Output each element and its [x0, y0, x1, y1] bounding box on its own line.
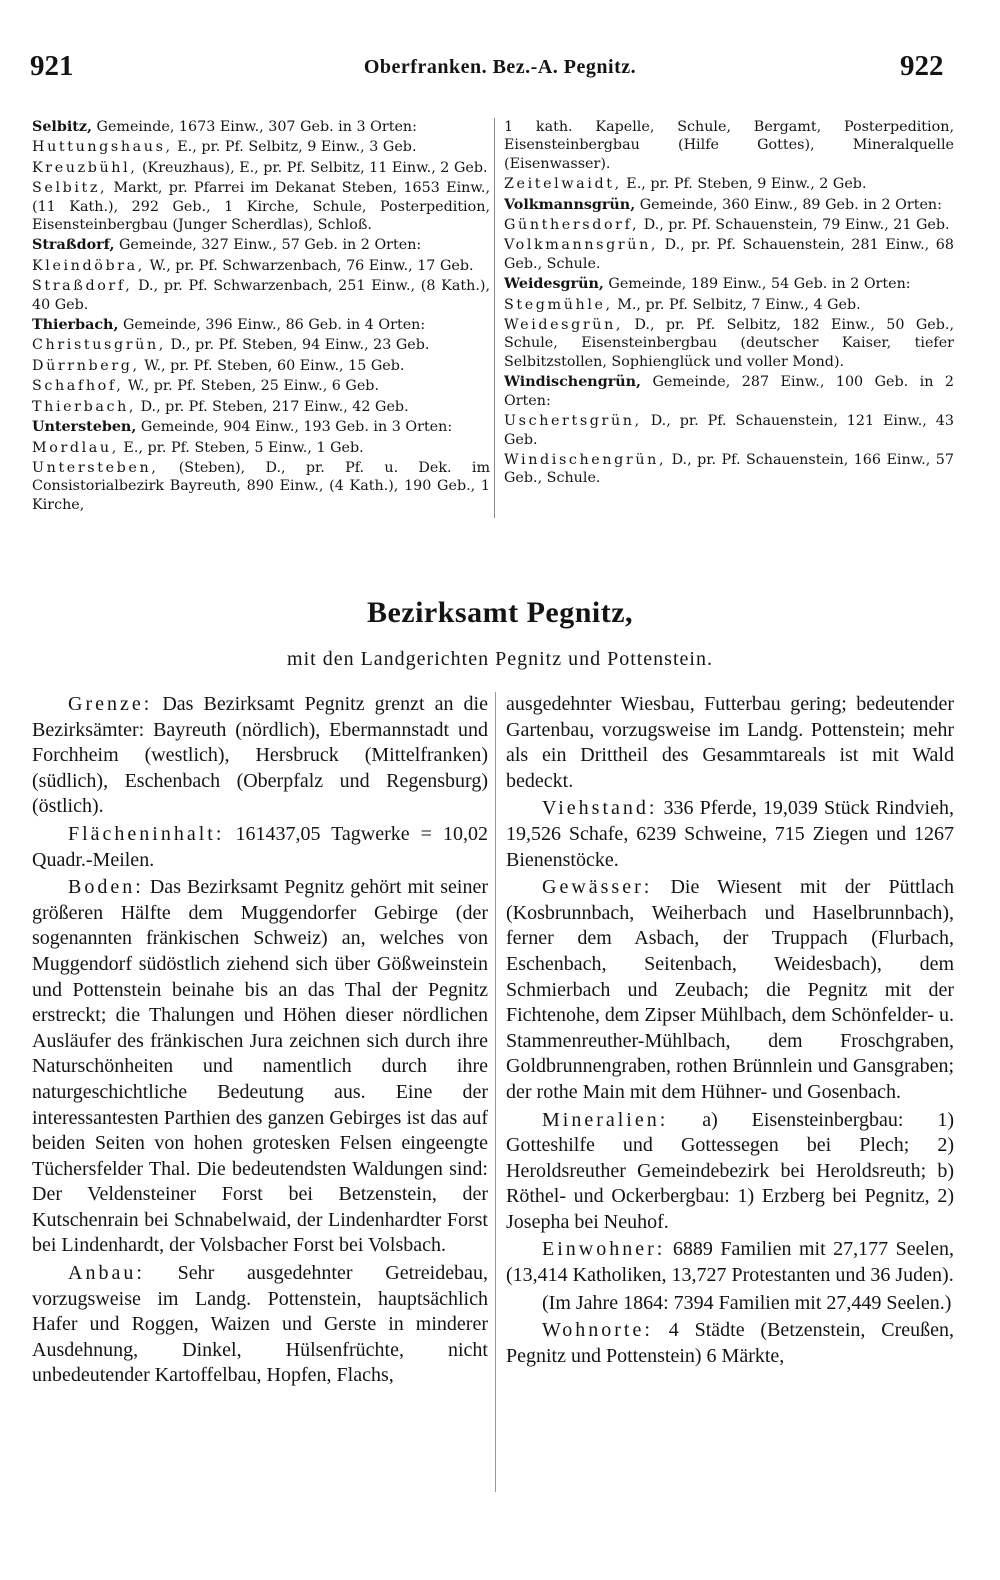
paragraph-text: (Im Jahre 1864: 7394 Familien mit 27,449 Seelen.): [542, 1291, 952, 1314]
paragraph-label: Viehstand:: [542, 797, 658, 820]
paragraph-text: ausgedehnter Wiesbau, Futterbau gering; bedeutender Gartenbau, vorzugsweise im Landg. Pottenstein; mehr als ein Drittheil des Gesammtareals ist mit Wald bedeckt.: [506, 693, 954, 792]
lower-right-column: [506, 692, 954, 1371]
entry-text: D., pr. Pf. Schwarzenbach, 251 Einw., (8 Kath.), 40 Geb.: [32, 278, 490, 313]
place-name: Schafhof,: [32, 378, 124, 395]
place-name: Huttungshaus,: [32, 139, 173, 156]
page-number-right: 922: [900, 50, 944, 82]
entry: [504, 373, 954, 410]
entry-text: Markt, pr. Pfarrei im Dekanat Steben, 1653 Einw., (11 Kath.), 292 Geb., 1 Kirche, Schule, Posterpedition, Eisensteinbergbau (Junger Scherdlas), Schloß.: [32, 180, 490, 234]
place-name: Stegmühle,: [504, 296, 613, 313]
paragraph-1864-note: [506, 1291, 954, 1317]
entry-text: Gemeinde, 327 Einw., 57 Geb. in 2 Orten:: [114, 237, 422, 254]
place-name: Zeitelwaidt,: [504, 176, 622, 193]
place-name: Straßdorf,: [32, 278, 133, 295]
entry-text: Gemeinde, 287 Einw., 100 Geb. in 2 Orten:: [504, 374, 954, 409]
place-name: Windischengrün,: [504, 451, 667, 468]
municipality-name: Untersteben,: [32, 419, 137, 436]
entry-text: Gemeinde, 360 Einw., 89 Geb. in 2 Orten:: [635, 196, 942, 213]
paragraph-label: Boden:: [68, 876, 144, 899]
entry: [504, 412, 954, 449]
place-name: Weidesgrün,: [504, 317, 624, 334]
entry: [504, 196, 954, 214]
paragraph-text: a) Eisensteinbergbau: 1) Gotteshilfe und Gottessegen bei Plech; 2) Heroldsreuther Gemeindebezirk bei Heroldsreuth; b) Röthel- und Ockerbergbau: 1) Erzberg bei Pegnitz, 2) Josepha bei Neuhof.: [506, 1108, 954, 1233]
paragraph-mineralien: [506, 1108, 954, 1236]
municipality-name: Selbitz,: [32, 119, 92, 135]
entry-continuation: [504, 118, 954, 173]
entry-text: M., pr. Pf. Selbitz, 7 Einw., 4 Geb.: [612, 296, 861, 313]
paragraph-label: Anbau:: [68, 1262, 145, 1285]
place-name: Volkmannsgrün,: [504, 237, 659, 254]
entry-text: D., pr. Pf. Schauenstein, 281 Einw., 68 Geb., Schule.: [504, 237, 954, 272]
paragraph-wohnorte: [506, 1318, 954, 1369]
paragraph-boden: [32, 875, 488, 1259]
entry: [504, 175, 954, 193]
entry-text: D., pr. Pf. Schauenstein, 79 Einw., 21 Geb.: [639, 217, 950, 234]
entry-text: Gemeinde, 1673 Einw., 307 Geb. in 3 Orten:: [91, 119, 417, 135]
entry-text: Gemeinde, 396 Einw., 86 Geb. in 4 Orten:: [118, 317, 426, 334]
place-name: Selbitz,: [32, 180, 108, 197]
paragraph-text: Das Bezirksamt Pegnitz grenzt an die Bezirksämter: Bayreuth (nördlich), Ebermannstadt und Forchheim (westlich), Hersbruck (Mittelfranken) (südlich), Eschenbach (Oberpfalz und Regensburg) (östlich).: [32, 693, 488, 818]
paragraph-anbau: [32, 1261, 488, 1389]
paragraph-label: Grenze:: [68, 693, 153, 715]
lower-left-column: [32, 692, 488, 1391]
entry: [32, 336, 490, 354]
entry: [32, 118, 490, 136]
entry-text: Gemeinde, 904 Einw., 193 Geb. in 3 Orten:: [136, 419, 453, 436]
municipality-name: Weidesgrün,: [504, 276, 604, 293]
place-name: Uschertsgrün,: [504, 413, 642, 430]
place-name: Christusgrün,: [32, 337, 166, 354]
entry: [32, 377, 490, 395]
paragraph-text: 4 Städte (Betzenstein, Creußen, Pegnitz und Pottenstein) 6 Märkte,: [506, 1319, 954, 1367]
entry: [504, 296, 954, 314]
paragraph-text: 6889 Familien mit 27,177 Seelen, (13,414 Katholiken, 13,727 Protestanten und 36 Juden).: [506, 1238, 954, 1287]
paragraph-gewaesser: [506, 875, 954, 1105]
place-name: Untersteben,: [32, 459, 159, 476]
paragraph-text: 336 Pferde, 19,039 Stück Rindvieh, 19,526 Schafe, 6239 Schweine, 715 Ziegen und 1267 Bienenstöcke.: [506, 797, 954, 871]
place-name: Kleindöbra,: [32, 257, 145, 274]
entry-text: E., pr. Pf. Steben, 9 Einw., 2 Geb.: [621, 176, 867, 193]
paragraph-label: Gewässer:: [542, 876, 653, 899]
entry: [504, 216, 954, 234]
paragraph-einwohner: [506, 1237, 954, 1288]
section-heading: Bezirksamt Pegnitz,: [366, 596, 634, 629]
place-name: Dürrnberg,: [32, 357, 140, 374]
entry: [504, 236, 954, 273]
entry-text: W., pr. Pf. Steben, 25 Einw., 6 Geb.: [123, 378, 380, 395]
entry: [504, 316, 954, 371]
municipality-name: Windischengrün,: [504, 374, 641, 391]
paragraph-text: Die Wiesent mit der Püttlach (Kosbrunnbach, Weiherbach und Haselbrunnbach), ferner dem Asbach, der Truppach (Flurbach, Eschenbach, Seitenbach, Weidesbach), dem Schmierbach und Zeubach; die Pegnitz mit der Fichtenohe, dem Zipser Mühlbach, dem Schönfelder- u. Stammenreuther-Mühlbach, dem Froschgraben, Goldbrunnengraben, rothen Brünnlein und Gansgraben; der rothe Main mit dem Hühner- und Gosenbach.: [506, 876, 954, 1103]
entry: [32, 257, 490, 275]
section-subheading: mit den Landgerichten Pegnitz und Pottenstein.: [287, 648, 713, 670]
place-name: Mordlau,: [32, 439, 119, 456]
entry-text: E., pr. Pf. Selbitz, 9 Einw., 3 Geb.: [172, 139, 417, 156]
entry: [504, 451, 954, 488]
place-name: Thierbach,: [32, 398, 137, 415]
column-divider: [494, 118, 495, 518]
entry-text: (Steben), D., pr. Pf. u. Dek. im Consistorialbezirk Bayreuth, 890 Einw., (4 Kath.), 190 Geb., 1 Kirche,: [32, 459, 490, 513]
paragraph-text: Sehr ausgedehnter Getreidebau, vorzugsweise im Landg. Pottenstein, hauptsächlich Hafer und Roggen, Waizen und Gerste in minderer Ausdehnung, Dinkel, Hülsenfrüchte, nicht unbedeutender Kartoffelbau, Hopfen, Flachs,: [32, 1262, 488, 1387]
entry: [32, 418, 490, 436]
entry: [32, 439, 490, 457]
entry: [32, 316, 490, 334]
paragraph-label: Flächeninhalt:: [68, 822, 225, 845]
entry-text: D., pr. Pf. Steben, 94 Einw., 23 Geb.: [165, 337, 430, 354]
place-name: Kreuzbühl,: [32, 159, 138, 176]
entry: [504, 275, 954, 293]
entry-text: W., pr. Pf. Steben, 60 Einw., 15 Geb.: [139, 357, 405, 374]
entry-text: Gemeinde, 189 Einw., 54 Geb. in 2 Orten:: [603, 276, 911, 293]
paragraph-flaecheninhalt: [32, 822, 488, 873]
entry: [32, 159, 490, 177]
paragraph-label: Einwohner:: [542, 1238, 666, 1261]
entry-text: E., pr. Pf. Steben, 5 Einw., 1 Geb.: [118, 439, 364, 456]
municipality-name: Thierbach,: [32, 317, 119, 334]
municipality-name: Volkmannsgrün,: [504, 196, 636, 213]
page-number-left: 921: [30, 50, 74, 82]
entry-text: D., pr. Pf. Selbitz, 182 Einw., 50 Geb., Schule, Eisensteinbergbau (deutscher Kaiser, tiefer Selbitzstollen, Sophienglück und voller Mond).: [504, 317, 954, 370]
municipality-name: Straßdorf,: [32, 237, 115, 254]
upper-right-column: [504, 118, 954, 490]
paragraph-continuation: [506, 692, 954, 794]
paragraph-viehstand: [506, 796, 954, 873]
paragraph-text: 161437,05 Tagwerke = 10,02 Quadr.-Meilen.: [32, 822, 488, 871]
entry: [32, 179, 490, 234]
upper-left-column: [32, 118, 490, 516]
entry-text: D., pr. Pf. Schauenstein, 166 Einw., 57 Geb., Schule.: [504, 451, 954, 487]
place-name: Günthersdorf,: [504, 217, 640, 234]
paragraph-text: Das Bezirksamt Pegnitz gehört mit seiner größeren Hälfte dem Muggendorfer Gebirge (der sogenannten fränkischen Schweiz) an, welches von Muggendorf südöstlich ziehend sich über Gößweinstein und Pottenstein beinahe bis an das Thal der Pegnitz erstreckt; die Thalungen und Höhen dieser nördlichen Ausläufer des fränkischen Jura zeichnen sich durch ihre Naturschönheiten und namentlich durch ihre naturgeschichtliche Bedeutung aus. Eine der interessantesten Parthien des ganzen Gebirges ist das auf beiden Seiten von hohen grotesken Felsen eingeengte Tüchersfelder Thal. Die bedeutendsten Waldungen sind: Der Veldensteiner Forst bei Betzenstein, der Kutschenrain bei Schnabelwaid, der Lindenhardter Forst bei Lindenhardt, der Volsbacher Forst bei Volsbach.: [32, 876, 488, 1257]
column-divider: [495, 692, 496, 1492]
entry: [32, 357, 490, 375]
entry: [32, 459, 490, 514]
paragraph-grenze: [32, 692, 488, 820]
entry: [32, 398, 490, 416]
entry-text: W., pr. Pf. Schwarzenbach, 76 Einw., 17 Geb.: [144, 257, 474, 274]
entry: [32, 236, 490, 254]
entry-text: (Kreuzhaus), E., pr. Pf. Selbitz, 11 Einw., 2 Geb.: [137, 159, 488, 176]
entry: [32, 277, 490, 314]
running-head: Oberfranken. Bez.-A. Pegnitz.: [363, 56, 637, 78]
paragraph-label: Wohnorte:: [542, 1319, 653, 1342]
entry-text: D., pr. Pf. Steben, 217 Einw., 42 Geb.: [136, 398, 409, 415]
entry-text: D., pr. Pf. Schauenstein, 121 Einw., 43 Geb.: [504, 413, 954, 448]
paragraph-label: Mineralien:: [542, 1108, 669, 1131]
entry-text: 1 kath. Kapelle, Schule, Bergamt, Posterpedition, Eisensteinbergbau (Hilfe Gottes), Mineralquelle (Eisenwasser).: [504, 119, 954, 172]
entry: [32, 138, 490, 156]
